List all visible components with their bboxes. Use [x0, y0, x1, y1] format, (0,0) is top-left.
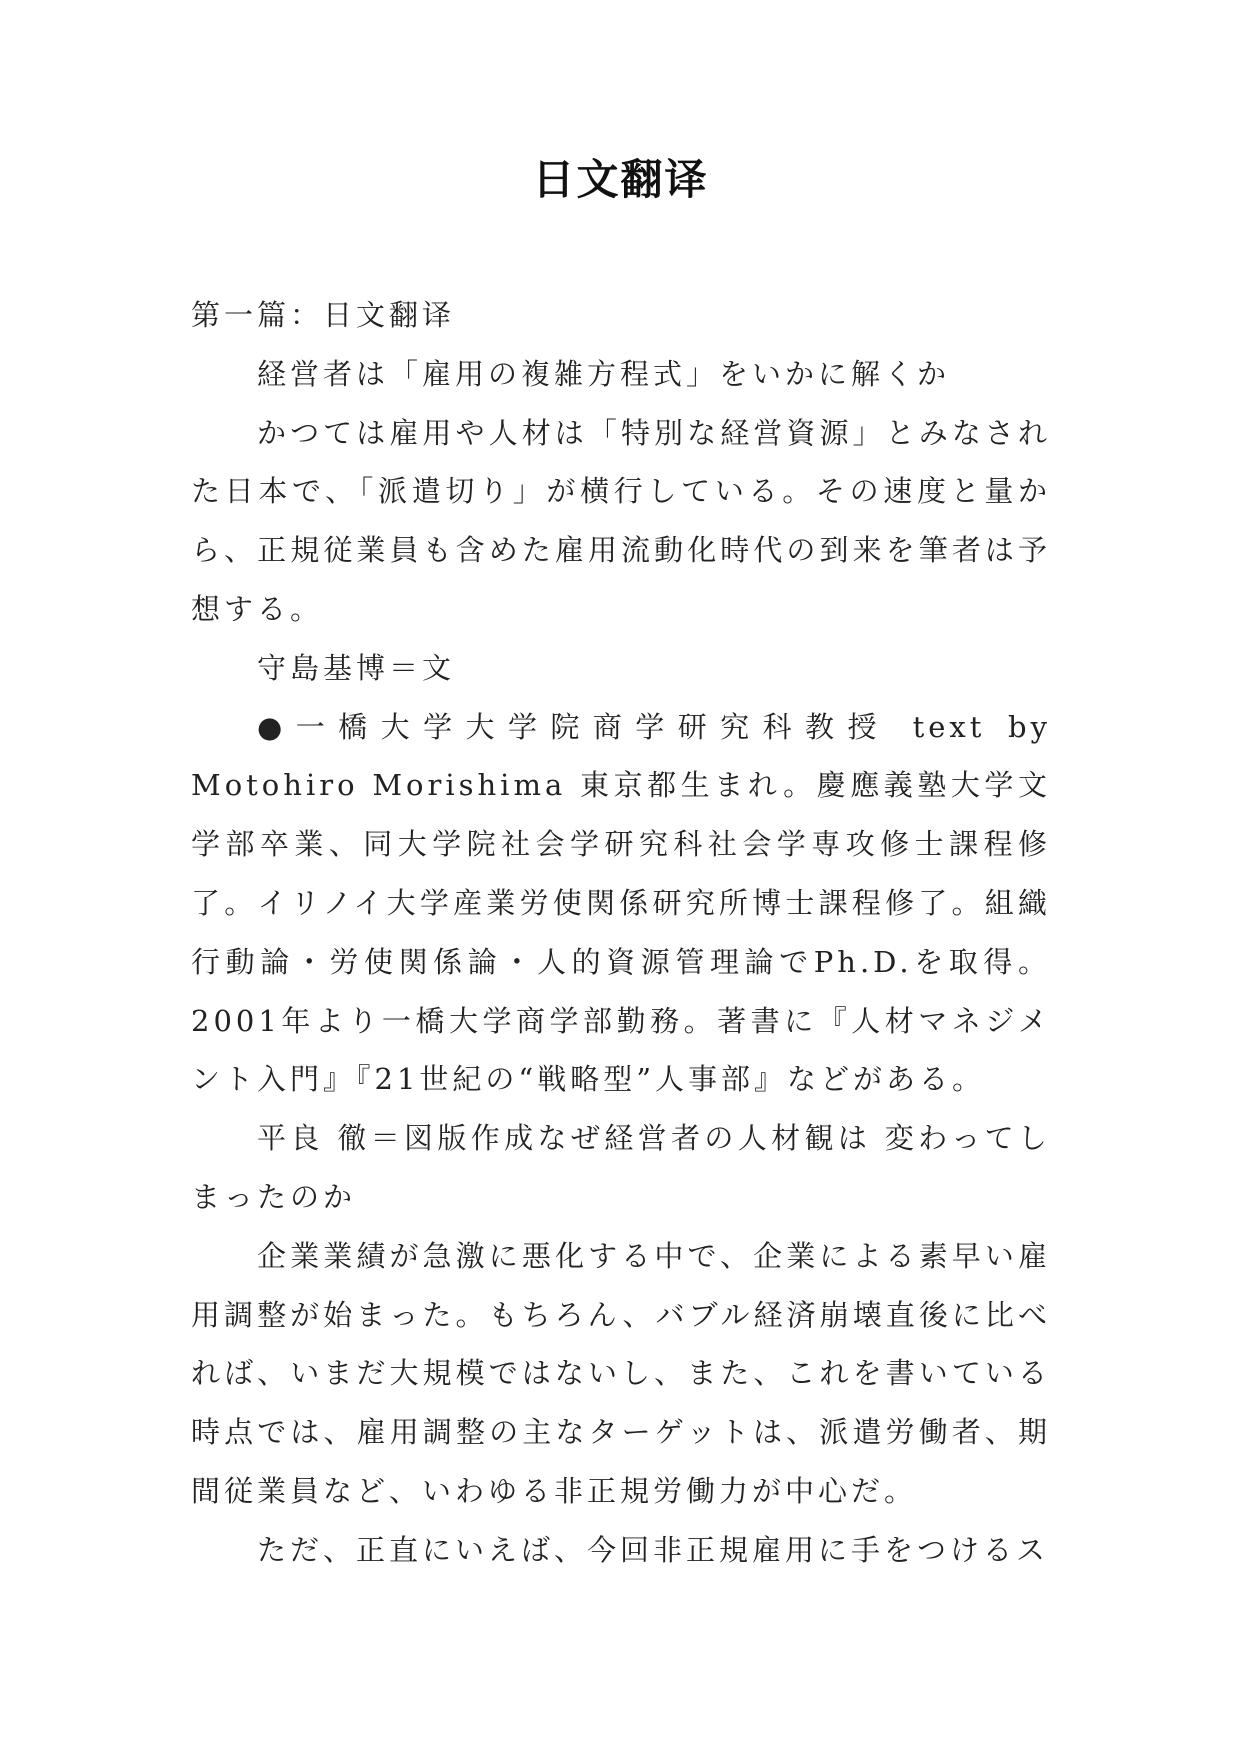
body-paragraph: ただ、正直にいえば、今回非正規雇用に手をつけるス: [257, 1532, 1050, 1567]
article-title: 経営者は「雇用の複雑方程式」をいかに解くか: [257, 356, 951, 391]
document-body: [191, 286, 1051, 1580]
body-paragraph: 企業業績が急激に悪化する中で、企業による素早い雇用調整が始まった。もちろん、バブル経済崩壊直後に比べれば、いまだ大規模ではないし、また、これを書いている時点では、雇用調整の主なターゲットは、派遣労働者、期間従業員など、いわゆる非正規労働力が中心だ。: [191, 1238, 1051, 1508]
document-title: 日文翻译: [532, 155, 709, 204]
subheading: 平良 徹＝図版作成なぜ経営者の人材観は 変わってしまったのか: [191, 1121, 1051, 1214]
section-heading: 第一篇：日文翻译: [191, 298, 456, 332]
author-bio-paragraph: ●一橋大学大学院商学研究科教授 text by Motohiro Morishima 東京都生まれ。慶應義塾大学文学部卒業、同大学院社会学研究科社会学専攻修士課程修了。イリノイ大学産業労使関係研究所博士課程修了。組織行動論・労使関係論・人的資源管理論でPh.D.を取得。2001年より一橋大学商学部勤務。著書に『人材マネジメント入門』『21世紀の“戦略型”人事部』などがある。: [191, 709, 1051, 1097]
byline: 守島基博＝文: [257, 650, 456, 685]
lead-paragraph: かつては雇用や人材は「特別な経営資源」とみなされた日本で、「派遣切り」が横行している。その速度と量から、正規従業員も含めた雇用流動化時代の到来を筆者は予想する。: [191, 415, 1051, 626]
